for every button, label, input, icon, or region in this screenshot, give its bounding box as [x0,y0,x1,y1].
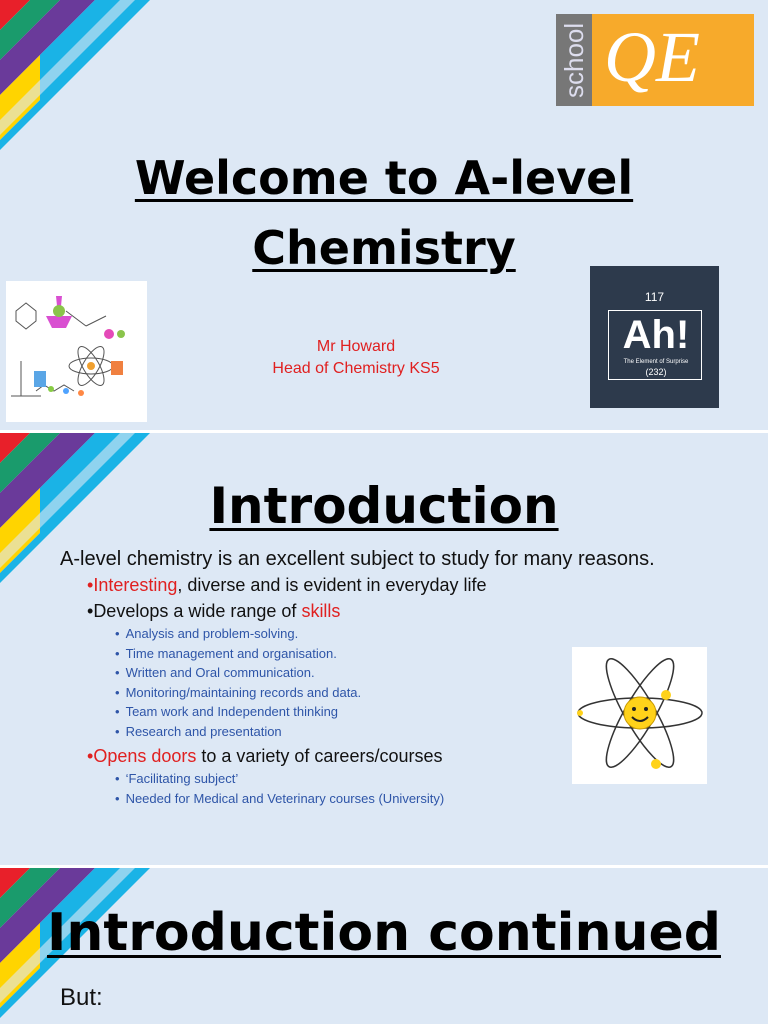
element-tile [608,310,702,380]
bullet-interesting-highlight: Interesting [93,575,178,595]
slide-introduction [0,433,768,865]
skill-item: • Written and Oral communication. [115,663,700,683]
doors-item: • ‘Facilitating subject’ [115,769,700,789]
bullet-skills-prefix: Develops a wide range of [93,601,302,621]
corner-stripes-decoration [0,0,150,160]
element-of-surprise-image [590,266,719,408]
but-text: But: [60,984,103,1011]
bullet-interesting-rest: , diverse and is evident in everyday life [177,575,487,595]
skill-item: • Research and presentation [115,722,700,742]
skill-item: • Monitoring/maintaining records and data. [115,683,700,703]
element-name: The Element of Surprise [623,359,689,365]
bullet-opens-doors: •Opens doors to a variety of careers/courses [87,746,443,766]
introduction-title: Introduction [209,477,559,535]
title-line-2: Chemistry [252,221,516,275]
introduction-continued-title: Introduction continued [47,903,721,963]
bullet-doors-highlight: Opens doors [93,746,197,766]
skill-item: • Team work and Independent thinking [115,702,700,722]
school-qe-logo [556,14,754,106]
speaker-role: Head of Chemistry KS5 [272,360,440,377]
element-mass: (232) [645,367,667,377]
logo-school-text: school [559,22,589,98]
intro-paragraph: A-level chemistry is an excellent subject to study for many reasons. [60,548,655,570]
element-symbol: Ah! [622,313,690,357]
logo-qe-text: QE [604,17,700,97]
skill-item: • Time management and organisation. [115,644,700,664]
bullet-skills: •Develops a wide range of skills [87,601,341,621]
slide-introduction-continued [0,868,768,1024]
speaker-name: Mr Howard [316,338,396,355]
welcome-title [0,143,768,283]
bullet-doors-rest: to a variety of careers/courses [196,746,443,766]
slide-welcome [0,0,768,430]
skill-item: • Analysis and problem-solving. [115,624,700,644]
element-number: 117 [644,290,665,304]
bullet-interesting: •Interesting, diverse and is evident in everyday life [87,575,487,595]
doors-item: • Needed for Medical and Veterinary courses (University) [115,789,700,809]
title-line-1: Welcome to A-level [134,151,634,205]
smiley-atom-image [572,647,707,784]
bullet-skills-highlight: skills [301,601,341,621]
